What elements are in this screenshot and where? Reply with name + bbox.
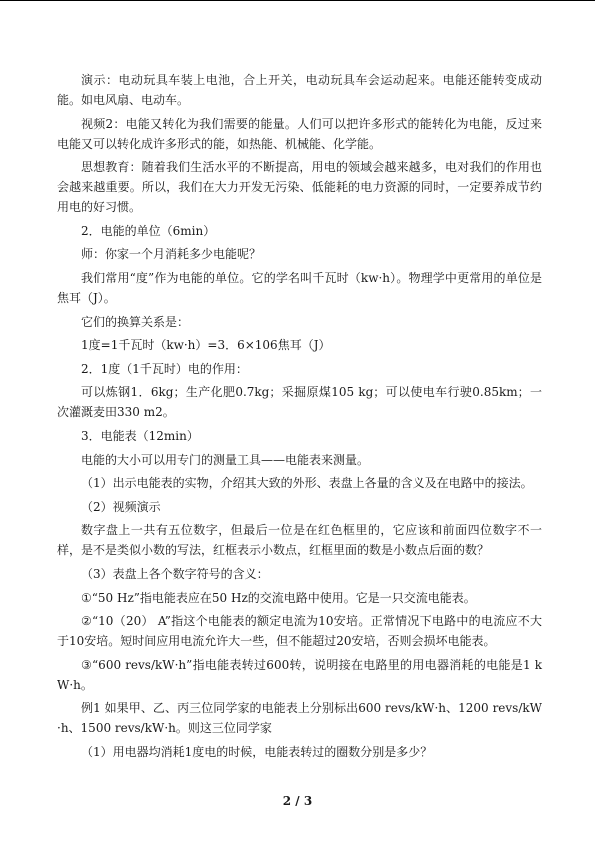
heading-energy-meter: 3．电能表（12min）: [81, 428, 199, 443]
paragraph-item-10-20a: ②“10（20） A”指这个电能表的额定电流为10安培。正常情况下电路中的电流应不大于10安培。短时间应用电流允许大一些，但不能超过20安培，否则会损坏电能表。: [57, 614, 542, 649]
paragraph-meter-intro: 电能的大小可以用专门的测量工具——电能表来测量。: [81, 452, 370, 467]
page-number: 2 / 3: [282, 794, 313, 808]
paragraph-conversion-formula: 1度=1千瓦时（kw·h）=3．6×106焦耳（J）: [81, 338, 331, 353]
header-rule: [0, 0, 595, 1]
paragraph-step-3: （3）表盘上各个数字符号的含义：: [81, 566, 269, 581]
paragraph-step-2: （2）视频演示: [81, 499, 161, 514]
paragraph-unit-intro: 我们常用“度”作为电能的单位。它的学名叫千瓦时（kw·h）。物理学中更常用的单位是焦耳（J）。: [57, 270, 542, 305]
paragraph-teacher-question: 师：你家一个月消耗多少电能呢？: [81, 247, 262, 262]
paragraph-item-50hz: ①“50 Hz”指电能表应在50 Hz的交流电路中使用。它是一只交流电能表。: [81, 590, 476, 605]
document-body: [57, 70, 542, 765]
paragraph-ideology: 思想教育：随着我们生活水平的不断提高，用电的领域会越来越多，电对我们的作用也会越来越重要。所以，我们在大力开发无污染、低能耗的电力资源的同时，一定要养成节约用电的好习惯。: [57, 160, 542, 215]
paragraph-conversion-label: 它们的换算关系是：: [81, 314, 190, 329]
paragraph-video-2: 视频2：电能又转化为我们需要的能量。人们可以把许多形式的能转化为电能，反过来电能又可以转化成许多形式的能，如热能、机械能、化学能。: [57, 116, 542, 151]
paragraph-kwh-uses: 可以炼钢1．6kg；生产化肥0.7kg；采掘原煤105 kg；可以使电车行驶0.85km；一次灌溉麦田330 m2。: [57, 385, 542, 420]
paragraph-example-1: 例1 如果甲、乙、丙三位同学家的电能表上分别标出600 revs/kW·h、1200 revs/kW·h、1500 revs/kW·h。则这三位同学家: [57, 701, 542, 736]
paragraph-item-600revs: ③“600 revs/kW·h”指电能表转过600转，说明接在电路里的用电器消耗的电能是1 kW·h。: [57, 657, 542, 692]
paragraph-example-question-1: （1）用电器均消耗1度电的时候，电能表转过的圈数分别是多少？: [81, 744, 433, 759]
paragraph-digit-panel: 数字盘上一共有五位数字，但最后一位是在红色框里的，它应该和前面四位数字不一样，是不是类似小数的写法，红框表示小数点，红框里面的数是小数点后面的数？: [57, 523, 542, 558]
heading-energy-unit: 2．电能的单位（6min）: [81, 223, 216, 238]
paragraph-demo: 演示：电动玩具车装上电池，合上开关，电动玩具车会运动起来。电能还能转变成动能。如电风扇、电动车。: [57, 73, 542, 107]
paragraph-step-1: （1）出示电能表的实物，介绍其大致的外形、表盘上各量的含义及在电路中的接法。: [81, 476, 533, 491]
heading-kwh-uses: 2．1度（1千瓦时）电的作用：: [81, 361, 248, 376]
